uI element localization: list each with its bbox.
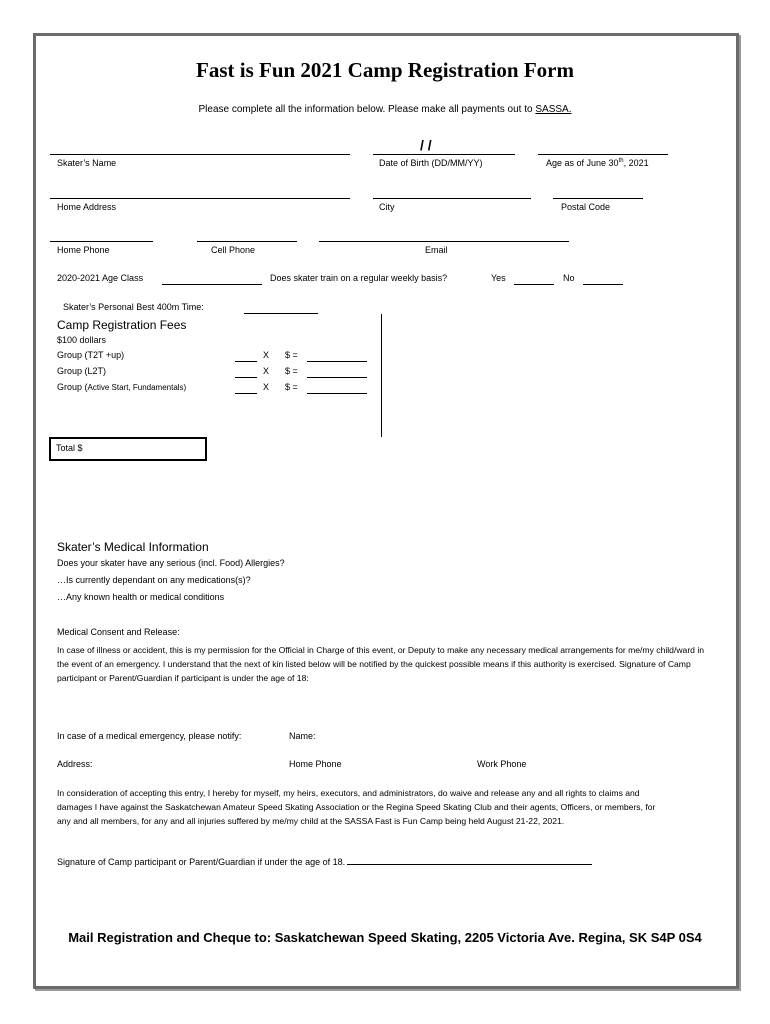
fees-divider: [381, 314, 382, 437]
age-class-field[interactable]: [162, 284, 262, 285]
email-label: Email: [425, 245, 448, 255]
mail-instructions: Mail Registration and Cheque to: Saskatchewan Speed Skating, 2205 Victoria Ave. Regina, SK S4P 0S4: [68, 930, 702, 945]
signature-label: Signature of Camp participant or Parent/Guardian if under the age of 18.: [57, 857, 346, 867]
signature-field[interactable]: [347, 864, 592, 865]
age-label-text: Age as of June 30: [546, 158, 619, 168]
fee-row-qty-field[interactable]: [235, 361, 257, 362]
no-field[interactable]: [583, 284, 623, 285]
form-subtitle: [0, 104, 770, 115]
fee-row-amount-field[interactable]: [307, 361, 367, 362]
fee-row-amount-field[interactable]: [307, 377, 367, 378]
fee-row-qty-field[interactable]: [235, 393, 257, 394]
age-label: [546, 158, 649, 168]
personal-best-field[interactable]: [244, 313, 318, 314]
city-label: City: [379, 202, 395, 212]
no-label: No: [563, 273, 575, 283]
fee-row-eq: $ =: [285, 350, 298, 360]
fee-row-label: [57, 382, 186, 392]
fee-row-label-main: Group (: [57, 382, 88, 392]
emergency-work-phone-label: Work Phone: [477, 759, 527, 769]
age-class-label: 2020-2021 Age Class: [57, 273, 144, 283]
medications-question: …Is currently dependant on any medications(s)?: [57, 575, 251, 585]
form-title: Fast is Fun 2021 Camp Registration Form: [196, 58, 574, 82]
fee-row-amount-field[interactable]: [307, 393, 367, 394]
home-phone-field[interactable]: [50, 241, 153, 242]
fee-price: $100 dollars: [57, 335, 107, 345]
cell-phone-label: Cell Phone: [211, 245, 256, 255]
home-address-field[interactable]: [50, 198, 350, 199]
age-label-year: , 2021: [623, 158, 649, 168]
subtitle-text: Please complete all the information below. Please make all payments out to: [198, 104, 536, 115]
medical-heading: Skater’s Medical Information: [57, 540, 209, 554]
fee-row-x: X: [263, 382, 270, 392]
conditions-question: …Any known health or medical conditions: [57, 592, 225, 602]
waiver-text: In consideration of accepting this entry, I hereby for myself, my heirs, executors, and administrators, do waive and release any and all rights to claims and damages I have against the Saskatchewan Amateur Speed Skating Association or the Regina Speed Skating Club and their agents, Officers, or members, for any and all members, for any and all injuries suffered by me/my child at the SASSA Fast is Fun Camp being held August 21-22, 2021.: [57, 788, 656, 826]
skater-name-label: Skater’s Name: [57, 158, 117, 168]
fee-row-label: Group (L2T): [57, 366, 107, 376]
emergency-name-label: Name:: [289, 731, 316, 741]
fees-heading: Camp Registration Fees: [57, 318, 187, 332]
cell-phone-field[interactable]: [197, 241, 297, 242]
train-question-label: Does skater train on a regular weekly basis?: [270, 273, 448, 283]
home-phone-label: Home Phone: [57, 245, 110, 255]
skater-name-field[interactable]: [50, 154, 350, 155]
fee-row-x: X: [263, 366, 270, 376]
age-label-sup: th: [618, 158, 624, 164]
age-field[interactable]: [538, 154, 668, 155]
fee-row-qty-field[interactable]: [235, 377, 257, 378]
form-page-border: [33, 33, 739, 989]
personal-best-label: Skater’s Personal Best 400m Time:: [63, 302, 204, 312]
fee-row-eq: $ =: [285, 382, 298, 392]
fee-row-x: X: [263, 350, 270, 360]
payee-name: SASSA.: [535, 104, 572, 115]
dob-label: Date of Birth (DD/MM/YY): [379, 158, 483, 168]
fee-row-label-small: Active Start, Fundamentals): [87, 383, 187, 392]
dob-slashes: / /: [420, 137, 432, 153]
emergency-notify-label: In case of a medical emergency, please notify:: [57, 731, 242, 741]
total-label: Total $: [56, 443, 83, 453]
home-address-label: Home Address: [57, 202, 117, 212]
postal-code-label: Postal Code: [561, 202, 611, 212]
signature-line[interactable]: [57, 857, 592, 867]
postal-code-field[interactable]: [553, 198, 643, 199]
allergies-question: Does your skater have any serious (incl. Food) Allergies?: [57, 558, 285, 568]
consent-heading: Medical Consent and Release:: [57, 627, 180, 637]
fee-row-eq: $ =: [285, 366, 298, 376]
emergency-address-label: Address:: [57, 759, 93, 769]
yes-field[interactable]: [514, 284, 554, 285]
fee-row-label: Group (T2T +up): [57, 350, 125, 360]
yes-label: Yes: [491, 273, 506, 283]
consent-text: In case of illness or accident, this is my permission for the Official in Charge of this event, or Deputy to make any necessary medical arrangements for me/my child/ward in the event of an emergency. I understand that the next of kin listed below will be notified by the quickest possible means if this authority is exercised. Signature of Camp participant or Parent/Guardian if participant is under the age of 18:: [57, 645, 705, 683]
city-field[interactable]: [373, 198, 531, 199]
email-field[interactable]: [319, 241, 569, 242]
dob-field[interactable]: [373, 154, 515, 155]
emergency-home-phone-label: Home Phone: [289, 759, 342, 769]
